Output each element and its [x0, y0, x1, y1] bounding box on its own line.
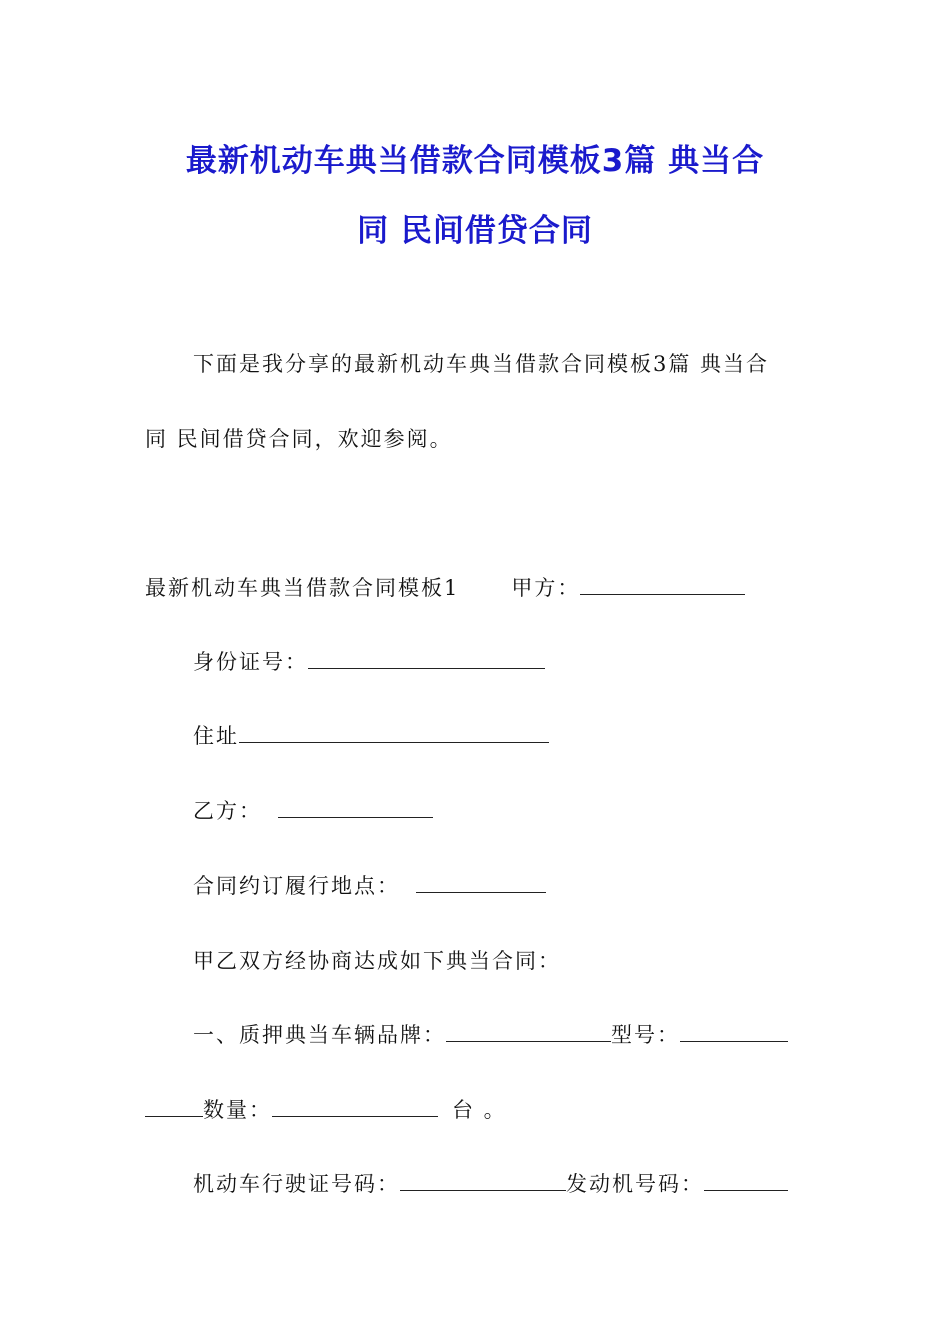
model-blank-continued[interactable] [145, 1115, 203, 1117]
vehicle-brand-blank[interactable] [446, 1040, 611, 1042]
model-label: 型号： [611, 1023, 680, 1047]
id-number-blank[interactable] [308, 667, 545, 669]
quantity-label: 数量： [203, 1098, 272, 1122]
document-title-line-1: 最新机动车典当借款合同模板3篇 典当合 [185, 143, 765, 179]
vehicle-brand-label: 一、质押典当车辆品牌： [193, 1023, 446, 1047]
intro-paragraph-line-2: 同 民间借贷合同，欢迎参阅。 [145, 427, 453, 451]
engine-number-label: 发动机号码： [566, 1172, 704, 1196]
sign-place-blank[interactable] [416, 891, 546, 893]
license-number-label: 机动车行驶证号码： [193, 1172, 400, 1196]
id-number-label: 身份证号： [193, 650, 308, 674]
section-title [145, 572, 745, 602]
party-b-row [193, 795, 433, 825]
quantity-blank[interactable] [272, 1115, 438, 1117]
model-blank[interactable] [680, 1040, 788, 1042]
party-a-label: 甲方： [511, 576, 581, 600]
license-number-blank[interactable] [400, 1189, 566, 1191]
address-blank[interactable] [239, 741, 549, 743]
section-title-text: 最新机动车典当借款合同模板1 [145, 576, 460, 600]
id-number-row [193, 646, 545, 676]
address-row [193, 720, 549, 750]
engine-number-blank[interactable] [704, 1189, 788, 1191]
license-row [193, 1168, 788, 1198]
sign-place-label: 合同约订履行地点： [193, 874, 400, 898]
sign-place-row [193, 870, 546, 900]
item1-row [193, 1019, 788, 1049]
intro-paragraph-line-1: 下面是我分享的最新机动车典当借款合同模板3篇 典当合 [193, 352, 770, 376]
party-a-blank[interactable] [580, 593, 745, 595]
party-b-label: 乙方： [193, 799, 262, 823]
party-b-blank[interactable] [278, 816, 433, 818]
quantity-row [145, 1094, 507, 1124]
address-label: 住址 [193, 724, 239, 748]
document-title-line-2: 同 民间借贷合同 [357, 213, 593, 249]
unit-label: 台 。 [452, 1098, 507, 1122]
agreement-text: 甲乙双方经协商达成如下典当合同： [193, 949, 561, 973]
